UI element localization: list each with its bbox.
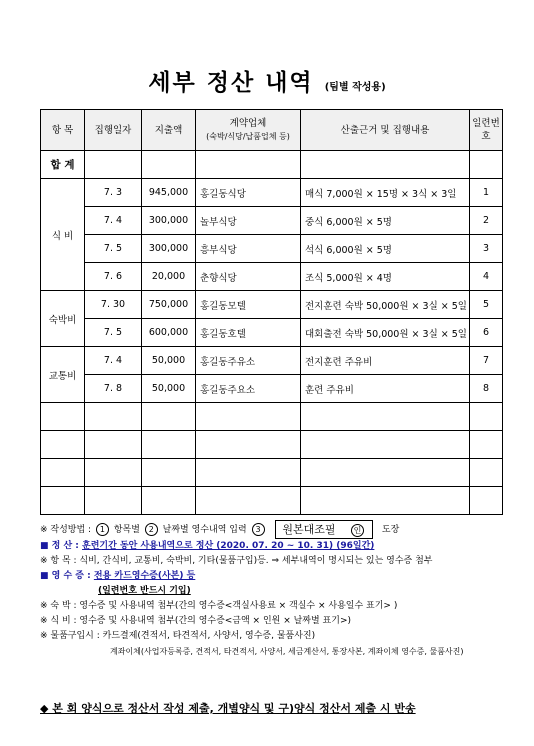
receipt-label: ■ 영 수 증 : — [40, 571, 91, 581]
empty-row — [41, 403, 503, 431]
amount-cell: 300,000 — [142, 235, 196, 263]
header-serial: 일련번호 — [470, 110, 503, 151]
settlement-line — [40, 539, 510, 554]
header-vendor — [196, 110, 301, 151]
basis-cell: 훈련 주유비 — [301, 375, 470, 403]
table-cell — [470, 459, 503, 487]
date-cell: 7. 3 — [85, 179, 142, 207]
amount-cell: 600,000 — [142, 319, 196, 347]
title-block — [0, 64, 534, 97]
amount-cell: 300,000 — [142, 207, 196, 235]
table-cell — [142, 151, 196, 179]
table-body — [41, 151, 503, 515]
date-cell: 7. 4 — [85, 207, 142, 235]
method-step-1: 항목별 — [113, 525, 140, 535]
header-vendor-sub: (숙박/식당/납품업체 등) — [206, 132, 290, 141]
serial-cell: 5 — [470, 291, 503, 319]
date-cell: 7. 6 — [85, 263, 142, 291]
table-cell — [142, 403, 196, 431]
empty-row — [41, 431, 503, 459]
table-cell — [41, 487, 85, 515]
serial-cell: 4 — [470, 263, 503, 291]
table-row — [41, 291, 503, 319]
seal-icon: 인 — [351, 524, 364, 537]
circle-number-2: 2 — [145, 523, 158, 536]
empty-row — [41, 487, 503, 515]
receipt-text: 전용 카드영수증(사본) 등 — [93, 571, 196, 581]
receipt-line — [40, 569, 510, 584]
table-cell — [301, 431, 470, 459]
stamp-suffix: 도장 — [381, 525, 400, 535]
table-cell — [85, 431, 142, 459]
table-cell — [196, 459, 301, 487]
table-cell — [41, 403, 85, 431]
basis-cell: 석식 6,000원 × 5명 — [301, 235, 470, 263]
vendor-cell: 홍길동주유소 — [196, 347, 301, 375]
method-prefix: ※ 작성방법 : — [40, 525, 92, 535]
method-step-2: 날짜별 영수내역 입력 — [162, 525, 247, 535]
serial-cell: 6 — [470, 319, 503, 347]
page-title: 세부 정산 내역 — [148, 70, 314, 96]
category-cell: 교통비 — [41, 347, 85, 403]
empty-row — [41, 459, 503, 487]
vendor-cell: 홍길동주요소 — [196, 375, 301, 403]
table-cell — [470, 403, 503, 431]
amount-cell: 750,000 — [142, 291, 196, 319]
vendor-cell: 춘향식당 — [196, 263, 301, 291]
total-row — [41, 151, 503, 179]
date-cell: 7. 5 — [85, 235, 142, 263]
total-label: 합 계 — [41, 151, 85, 179]
stamp-label: 원본대조필 — [282, 523, 336, 536]
table-cell — [301, 487, 470, 515]
table-cell — [301, 403, 470, 431]
vendor-cell: 흥부식당 — [196, 235, 301, 263]
table-header-row — [41, 110, 503, 151]
serial-cell: 2 — [470, 207, 503, 235]
circle-number-3: 3 — [252, 523, 265, 536]
lodging-line: ※ 숙 박 : 영수증 및 사용내역 첨부(간의 영수증<객실사용료 × 객실수 × 사용일수 표기> ) — [40, 601, 398, 611]
date-cell: 7. 5 — [85, 319, 142, 347]
category-cell: 식 비 — [41, 179, 85, 291]
settlement-text: 훈련기간 동안 사용내역으로 정산 (2020. 07. 20 ~ 10. 31) (96일간) — [82, 541, 375, 551]
vendor-cell: 홍길동호텔 — [196, 319, 301, 347]
date-cell: 7. 8 — [85, 375, 142, 403]
amount-cell: 50,000 — [142, 375, 196, 403]
serial-cell: 8 — [470, 375, 503, 403]
table-row — [41, 207, 503, 235]
basis-cell: 중식 6,000원 × 5명 — [301, 207, 470, 235]
table-cell — [196, 487, 301, 515]
serial-note: (일련번호 반드시 기입) — [98, 586, 191, 596]
table-cell — [142, 431, 196, 459]
settlement-label: ■ 정 산 : — [40, 541, 79, 551]
date-cell: 7. 30 — [85, 291, 142, 319]
table-cell — [470, 431, 503, 459]
basis-cell: 매식 7,000원 × 15명 × 3식 × 3일 — [301, 179, 470, 207]
table-cell — [196, 431, 301, 459]
header-category: 항 목 — [41, 110, 85, 151]
header-vendor-label: 계약업체 — [229, 118, 267, 129]
table-cell — [470, 151, 503, 179]
table-cell — [85, 487, 142, 515]
table-row — [41, 347, 503, 375]
goods-line: ※ 물품구입시 : 카드결제(견적서, 타견적서, 사양서, 영수증, 물품사진) — [40, 631, 316, 641]
vendor-cell: 놀부식당 — [196, 207, 301, 235]
basis-cell: 조식 5,000원 × 4명 — [301, 263, 470, 291]
vendor-cell: 홍길동모텔 — [196, 291, 301, 319]
table-row — [41, 263, 503, 291]
table-cell — [301, 459, 470, 487]
table-cell — [142, 459, 196, 487]
footer-notice: ◆ 본 회 양식으로 정산서 작성 제출, 개별양식 및 구)양식 정산서 제출 시 반송 — [40, 702, 416, 715]
basis-cell: 대회출전 숙박 50,000원 × 3실 × 5일 — [301, 319, 470, 347]
settlement-table — [40, 109, 503, 515]
amount-cell: 945,000 — [142, 179, 196, 207]
category-cell: 숙박비 — [41, 291, 85, 347]
table-cell — [196, 403, 301, 431]
stamp-box — [275, 520, 373, 539]
date-cell: 7. 4 — [85, 347, 142, 375]
table-row — [41, 179, 503, 207]
table-cell — [85, 151, 142, 179]
table-cell — [142, 487, 196, 515]
items-line: ※ 항 목 : 식비, 간식비, 교통비, 숙박비, 기타(물품구입)등. ⇒ 세부내역이 명시되는 있는 영수증 첨부 — [40, 556, 433, 566]
header-date: 집행일자 — [85, 110, 142, 151]
basis-cell: 전지훈련 주유비 — [301, 347, 470, 375]
table-cell — [196, 151, 301, 179]
serial-cell: 1 — [470, 179, 503, 207]
notes-section — [40, 520, 510, 659]
basis-cell: 전지훈련 숙박 50,000원 × 3실 × 5일 — [301, 291, 470, 319]
goods-subline: 계좌이체(사업자등록증, 견적서, 타견적서, 사양서, 세금계산서, 통장사본, 계좌이체 영수증, 물품사진) — [110, 647, 464, 656]
method-line — [40, 520, 510, 539]
circle-number-1: 1 — [96, 523, 109, 536]
table-cell — [41, 431, 85, 459]
table-cell — [85, 403, 142, 431]
table-cell — [85, 459, 142, 487]
serial-cell: 7 — [470, 347, 503, 375]
amount-cell: 20,000 — [142, 263, 196, 291]
header-amount: 지출액 — [142, 110, 196, 151]
table-row — [41, 235, 503, 263]
vendor-cell: 홍길동식당 — [196, 179, 301, 207]
table-cell — [301, 151, 470, 179]
page-subtitle: (팀별 작성용) — [324, 82, 386, 93]
table-cell — [470, 487, 503, 515]
table-row — [41, 319, 503, 347]
serial-cell: 3 — [470, 235, 503, 263]
amount-cell: 50,000 — [142, 347, 196, 375]
table-row — [41, 375, 503, 403]
header-basis: 산출근거 및 집행내용 — [301, 110, 470, 151]
meal-line: ※ 식 비 : 영수증 및 사용내역 첨부(간의 영수증<금액 × 인원 × 날짜별 표기>) — [40, 616, 351, 626]
table-cell — [41, 459, 85, 487]
